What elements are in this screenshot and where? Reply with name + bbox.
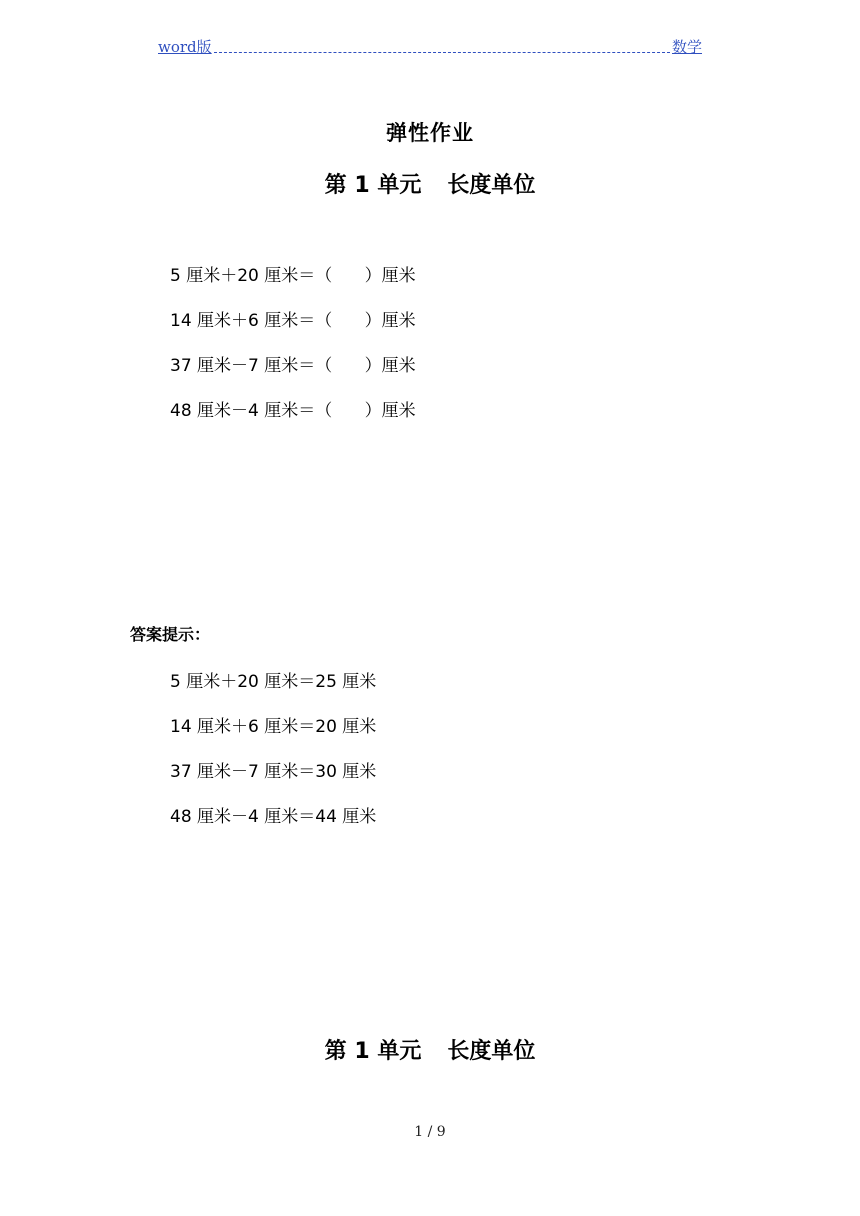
- answer-2: 14 厘米＋6 厘米＝20 厘米: [170, 717, 377, 737]
- question-1: 5 厘米＋20 厘米＝（ ）厘米: [170, 266, 416, 286]
- answer-3: 37 厘米－7 厘米＝30 厘米: [170, 762, 377, 782]
- answer-1: 5 厘米＋20 厘米＝25 厘米: [170, 672, 377, 692]
- question-4: 48 厘米－4 厘米＝（ ）厘米: [170, 401, 416, 421]
- header-left-label: word版: [158, 38, 212, 56]
- answer-4: 48 厘米－4 厘米＝44 厘米: [170, 807, 377, 827]
- answer-label: 答案提示：: [130, 625, 211, 644]
- unit-prefix: 第: [324, 173, 347, 198]
- unit-topic: 长度单位: [447, 173, 536, 198]
- unit-suffix: 单元: [377, 1039, 422, 1064]
- unit-suffix: 单元: [377, 173, 422, 198]
- unit-heading: [0, 168, 860, 199]
- unit-prefix: 第: [324, 1039, 347, 1064]
- worksheet-title: 弹性作业: [386, 121, 474, 145]
- unit-number: 1: [354, 173, 370, 198]
- question-2: 14 厘米＋6 厘米＝（ ）厘米: [170, 311, 416, 331]
- unit-topic: 长度单位: [447, 1039, 536, 1064]
- header-dash-line: [214, 52, 670, 53]
- header-right-label: 数学: [671, 38, 702, 56]
- unit-heading-repeat: [0, 1034, 860, 1065]
- unit-number: 1: [354, 1039, 370, 1064]
- question-3: 37 厘米－7 厘米＝（ ）厘米: [170, 356, 416, 376]
- page-header: [158, 36, 702, 57]
- page-number: 1 / 9: [414, 1124, 446, 1140]
